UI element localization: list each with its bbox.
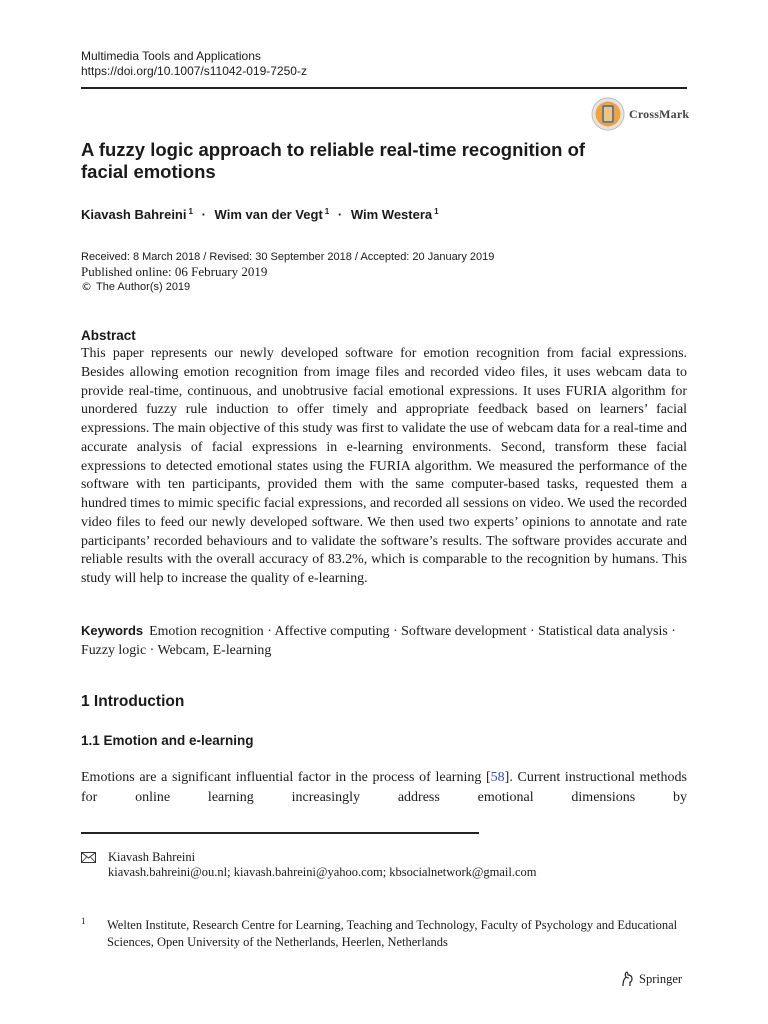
keywords bbox=[81, 621, 687, 660]
copyright-symbol: © bbox=[81, 280, 92, 293]
crossmark-icon bbox=[591, 97, 625, 131]
author-affiliation-mark: 1 bbox=[188, 207, 193, 216]
author-affiliation-mark: 1 bbox=[324, 207, 330, 216]
keywords-text: Emotion recognition · Affective computing · Software development · Statistical data analysis · Fuzzy logic · Webcam, E-learning bbox=[81, 624, 676, 658]
copyright-text: The Author(s) 2019 bbox=[96, 281, 191, 293]
publisher-logo bbox=[620, 971, 682, 987]
author-affiliation-mark: 1 bbox=[434, 207, 439, 216]
author-separator: · bbox=[337, 207, 343, 222]
keywords-label: Keywords bbox=[81, 623, 144, 638]
springer-label: Springer bbox=[639, 971, 683, 986]
footnote-rule bbox=[81, 832, 479, 834]
header-rule bbox=[81, 87, 687, 89]
affiliation-text: Welten Institute, Research Centre for Learning, Teaching and Technology, Faculty of Psychology and Educational Sciences, Open University of the Netherlands, Heerlen, Netherlands bbox=[107, 918, 678, 949]
intro-text: Emotions are a significant influential factor in the process of learning [ bbox=[81, 770, 491, 785]
article-title: A fuzzy logic approach to reliable real-time recognition of facial emotions bbox=[81, 139, 586, 182]
published-date: Published online: 06 February 2019 bbox=[81, 264, 268, 279]
journal-name: Multimedia Tools and Applications bbox=[81, 49, 261, 63]
corresponding-author-name: Kiavash Bahreini bbox=[108, 850, 196, 864]
crossmark-label: CrossMark bbox=[629, 106, 690, 121]
author-list bbox=[81, 207, 439, 222]
article-dates: Received: 8 March 2018 / Revised: 30 September 2018 / Accepted: 20 January 2019 bbox=[81, 251, 495, 263]
affiliation-number: 1 bbox=[81, 916, 86, 926]
section-heading: 1 Introduction bbox=[81, 693, 185, 710]
abstract-heading: Abstract bbox=[81, 328, 136, 343]
abstract-body: This paper represents our newly developed software for emotion recognition from facial expressions. Besides allowing emotion recognition from image files and recorded video files, it uses webcam data to provide real-time, continuous, and unobtrusive facial emotional expressions. It uses FURIA algorithm for unordered fuzzy rule induction to offer timely and appropriate feedback based on learners’ facial expressions. The main objective of this study was first to validate the use of webcam data for a real-time and accurate analysis of facial expressions in e-learning environments. Second, transform these facial expressions to detected emotional states using the FURIA algorithm. We measured the performance of the software with ten participants, provided them with the same computer-based tasks, requested them a hundred times to mimic specific facial expressions, and recorded all sessions on video. We used the recorded video files to feed our newly developed software. We then used two experts’ opinions to annotate and rate participants’ recorded behaviours and to validate the software’s results. The software provides accurate and reliable results with the overall accuracy of 83.2%, which is comparable to the recognition by humans. This study will help to increase the quality of e-learning. bbox=[81, 346, 687, 586]
doi-link[interactable]: https://doi.org/10.1007/s11042-019-7250-z bbox=[81, 64, 307, 78]
intro-text: ]. Current instructional methods for online learning increasingly address emotional dimensions by bbox=[81, 770, 688, 805]
subsection-heading: 1.1 Emotion and e-learning bbox=[81, 733, 254, 748]
introduction-body bbox=[81, 768, 687, 808]
corresponding-author-emails[interactable]: kiavash.bahreini@ou.nl; kiavash.bahreini@yahoo.com; kbsocialnetwork@gmail.com bbox=[108, 865, 537, 879]
author-name[interactable]: Kiavash Bahreini bbox=[81, 207, 187, 222]
copyright-line bbox=[81, 280, 190, 294]
author-name[interactable]: Wim van der Vegt bbox=[214, 207, 323, 222]
citation-link[interactable]: 58 bbox=[490, 770, 505, 785]
crossmark-badge[interactable] bbox=[591, 97, 689, 131]
envelope-icon bbox=[81, 852, 96, 863]
author-separator: · bbox=[201, 207, 206, 222]
author-name[interactable]: Wim Westera bbox=[350, 207, 433, 222]
springer-horse-icon bbox=[620, 971, 635, 987]
